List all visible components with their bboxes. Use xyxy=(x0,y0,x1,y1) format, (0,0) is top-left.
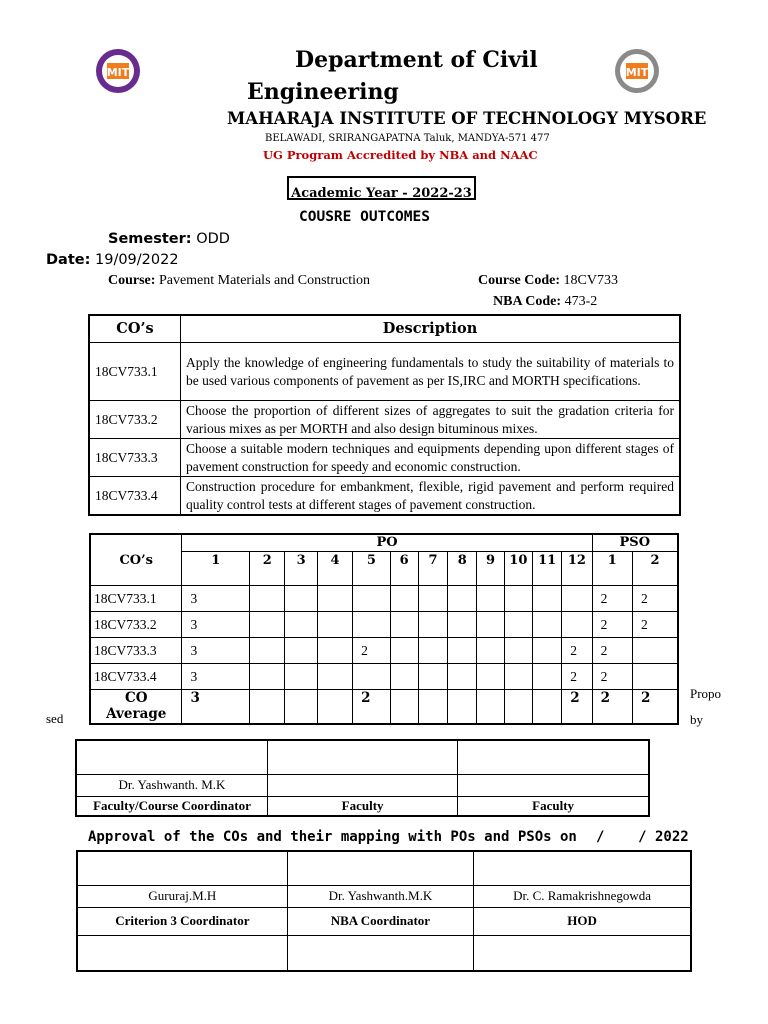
po-group-header: PO xyxy=(182,534,592,552)
co-average-row xyxy=(90,690,678,724)
mapping-value xyxy=(477,586,504,612)
po-number-header: 9 xyxy=(477,552,504,586)
nba-code-label: NBA Code: xyxy=(493,294,562,309)
mapping-value xyxy=(448,690,477,724)
mapping-value: 2 xyxy=(562,638,592,664)
po-number-header: 3 xyxy=(285,552,317,586)
co-description: Choose the proportion of different sizes of aggregates to suit the gradation criteria for various mixes as per MORTH and also design bituminous mixes. xyxy=(181,401,681,439)
course-outcomes-table xyxy=(88,314,681,516)
academic-year: Academic Year - 2022-23 xyxy=(291,186,472,200)
table-row xyxy=(89,439,680,477)
po-number-header: 12 xyxy=(562,552,592,586)
mapping-value xyxy=(353,664,390,690)
co-description: Apply the knowledge of engineering fundamentals to study the suitability of materials to be used various components of pavement as per IS,IRC and MORTH specifications. xyxy=(181,343,681,401)
course-value: Pavement Materials and Construction xyxy=(158,273,371,288)
signature-space-row xyxy=(77,851,691,885)
signatory-role: Faculty/Course Coordinator xyxy=(76,796,267,816)
mapping-value: 3 xyxy=(182,638,250,664)
mapping-value xyxy=(504,690,532,724)
mapping-value xyxy=(250,586,285,612)
co-code: 18CV733.1 xyxy=(89,343,181,401)
mapping-value xyxy=(448,586,477,612)
department-title-line1: Department of Civil xyxy=(295,47,538,73)
mapping-value xyxy=(317,664,352,690)
mapping-value: 2 xyxy=(632,690,678,724)
mapping-value: 2 xyxy=(562,690,592,724)
pso-number-header: 1 xyxy=(592,552,632,586)
institute-name: MAHARAJA INSTITUTE OF TECHNOLOGY MYSORE xyxy=(227,109,707,128)
po-number-header: 8 xyxy=(448,552,477,586)
approval-signature-table xyxy=(76,850,692,972)
table-row xyxy=(90,586,678,612)
institute-logo-left xyxy=(95,48,141,94)
mapping-value xyxy=(285,690,317,724)
accreditation-text: UG Program Accredited by NBA and NAAC xyxy=(263,148,538,162)
academic-year-box xyxy=(287,176,476,200)
po-number-header: 6 xyxy=(390,552,418,586)
signatory-name: Gururaj.M.H xyxy=(77,885,287,907)
nba-code-line xyxy=(493,294,597,310)
date-value: 19/09/2022 xyxy=(95,252,179,268)
signatory-role: NBA Coordinator xyxy=(287,907,473,935)
po-number-header: 4 xyxy=(317,552,352,586)
mapping-value: 2 xyxy=(632,586,678,612)
semester-line xyxy=(108,231,230,247)
signatory-name: Dr. Yashwanth. M.K xyxy=(76,774,267,796)
signatory-name: Dr. C. Ramakrishnegowda xyxy=(474,885,691,907)
mapping-value xyxy=(477,664,504,690)
co-column-header: CO’s xyxy=(90,534,182,586)
pso-number-header: 2 xyxy=(632,552,678,586)
semester-label: Semester: xyxy=(108,231,192,247)
table-row xyxy=(90,664,678,690)
table-row xyxy=(89,401,680,439)
mapping-value xyxy=(418,690,447,724)
mapping-value: 2 xyxy=(592,638,632,664)
signature-cell xyxy=(76,740,267,774)
co-code: 18CV733.4 xyxy=(89,477,181,516)
signature-cell xyxy=(77,935,287,971)
signature-cell xyxy=(267,740,457,774)
co-code: 18CV733.2 xyxy=(89,401,181,439)
mapping-value xyxy=(477,690,504,724)
po-number-header: 1 xyxy=(182,552,250,586)
signatory-name: Dr. Yashwanth.M.K xyxy=(287,885,473,907)
mapping-value xyxy=(285,664,317,690)
mapping-value: 2 xyxy=(592,664,632,690)
table-row xyxy=(90,638,678,664)
course-line xyxy=(108,273,370,289)
mapping-value: 3 xyxy=(182,664,250,690)
mapping-value: 2 xyxy=(632,612,678,638)
mapping-value xyxy=(285,638,317,664)
po-number-header: 11 xyxy=(532,552,561,586)
mapping-value xyxy=(353,612,390,638)
course-label: Course: xyxy=(108,273,156,288)
co-po-mapping-table xyxy=(89,533,679,725)
signature-cell xyxy=(458,740,649,774)
mapping-value xyxy=(632,664,678,690)
mapping-value xyxy=(390,664,418,690)
mapping-value xyxy=(250,638,285,664)
mapping-value xyxy=(448,664,477,690)
signature-space-row xyxy=(76,740,649,774)
mapping-value xyxy=(504,612,532,638)
mapping-value xyxy=(504,586,532,612)
table-row xyxy=(89,477,680,516)
mapping-value xyxy=(532,664,561,690)
mapping-value xyxy=(418,638,447,664)
co-code: 18CV733.2 xyxy=(90,612,182,638)
co-code: 18CV733.3 xyxy=(89,439,181,477)
mapping-value xyxy=(390,638,418,664)
mapping-value xyxy=(448,612,477,638)
mapping-value: 2 xyxy=(562,664,592,690)
mapping-value xyxy=(532,586,561,612)
proposed-signature-table xyxy=(75,739,650,817)
date-label: Date: xyxy=(46,252,91,268)
mapping-value xyxy=(390,586,418,612)
signatory-role: HOD xyxy=(474,907,691,935)
mapping-value: 3 xyxy=(182,586,250,612)
mapping-value: 2 xyxy=(592,690,632,724)
date-line xyxy=(46,252,179,268)
po-number-header: 10 xyxy=(504,552,532,586)
po-number-header: 2 xyxy=(250,552,285,586)
mapping-value: 3 xyxy=(182,690,250,724)
institute-address: BELAWADI, SRIRANGAPATNA Taluk, MANDYA-571 477 xyxy=(265,133,550,144)
pso-group-header: PSO xyxy=(592,534,678,552)
institute-logo-right xyxy=(614,48,660,94)
signatory-name xyxy=(267,774,457,796)
table-header-row xyxy=(89,315,680,343)
approval-date: / / 2022 xyxy=(596,829,689,845)
mapping-value: 2 xyxy=(592,612,632,638)
semester-value: ODD xyxy=(196,231,230,247)
course-code-line xyxy=(478,273,618,289)
mapping-value: 2 xyxy=(353,690,390,724)
co-code: 18CV733.3 xyxy=(90,638,182,664)
signature-cell xyxy=(474,935,691,971)
mapping-value xyxy=(532,612,561,638)
table-row xyxy=(90,612,678,638)
mapping-value xyxy=(418,586,447,612)
mapping-value xyxy=(562,612,592,638)
po-number-header: 7 xyxy=(418,552,447,586)
signatory-role: Faculty xyxy=(267,796,457,816)
mapping-value xyxy=(532,690,561,724)
mapping-value: 2 xyxy=(353,638,390,664)
description-column-header: Description xyxy=(181,315,681,343)
mapping-value xyxy=(250,690,285,724)
mapping-value xyxy=(250,664,285,690)
signatory-role: Faculty xyxy=(458,796,649,816)
mapping-value xyxy=(632,638,678,664)
section-title: COUSRE OUTCOMES xyxy=(299,209,430,225)
mapping-value xyxy=(285,612,317,638)
mapping-value xyxy=(418,664,447,690)
table-row xyxy=(89,343,680,401)
mapping-value xyxy=(504,638,532,664)
mapping-value xyxy=(477,638,504,664)
course-code-value: 18CV733 xyxy=(563,273,618,288)
department-title-line2: Engineering xyxy=(247,79,399,105)
mapping-value xyxy=(390,612,418,638)
co-column-header: CO’s xyxy=(89,315,181,343)
signature-cell xyxy=(287,935,473,971)
mapping-value xyxy=(504,664,532,690)
mapping-value xyxy=(285,586,317,612)
mapping-value xyxy=(317,586,352,612)
mapping-value xyxy=(532,638,561,664)
signature-cell xyxy=(77,851,287,885)
mapping-value xyxy=(317,690,352,724)
mapping-value xyxy=(317,612,352,638)
co-description: Choose a suitable modern techniques and equipments depending upon different stages of pavement construction for speedy and economic construction. xyxy=(181,439,681,477)
po-group-header-row xyxy=(90,534,678,552)
mapping-value xyxy=(448,638,477,664)
mapping-value xyxy=(353,586,390,612)
signature-cell xyxy=(474,851,691,885)
svg-text:MIT: MIT xyxy=(625,66,649,79)
co-code: 18CV733.4 xyxy=(90,664,182,690)
mapping-value: 2 xyxy=(592,586,632,612)
signature-role-row xyxy=(77,907,691,935)
mapping-value xyxy=(418,612,447,638)
signature-cell xyxy=(287,851,473,885)
mapping-value xyxy=(250,612,285,638)
signatory-name xyxy=(458,774,649,796)
mapping-value xyxy=(317,638,352,664)
signature-space-row xyxy=(77,935,691,971)
po-number-header: 5 xyxy=(353,552,390,586)
nba-code-value: 473-2 xyxy=(564,294,598,309)
signature-name-row xyxy=(77,885,691,907)
signature-role-row xyxy=(76,796,649,816)
mapping-value xyxy=(562,586,592,612)
proposed-label-right-2: by xyxy=(690,712,703,727)
mapping-value xyxy=(390,690,418,724)
signatory-role: Criterion 3 Coordinator xyxy=(77,907,287,935)
signature-name-row xyxy=(76,774,649,796)
mapping-value: 3 xyxy=(182,612,250,638)
approval-text: Approval of the COs and their mapping with POs and PSOs on xyxy=(88,829,577,845)
co-code: 18CV733.1 xyxy=(90,586,182,612)
proposed-label-right-1: Propo xyxy=(690,686,722,701)
svg-text:MIT: MIT xyxy=(106,66,130,79)
proposed-label-left: sed xyxy=(46,711,64,726)
mapping-value xyxy=(477,612,504,638)
co-average-label: CO Average xyxy=(90,690,182,724)
course-code-label: Course Code: xyxy=(478,273,561,288)
co-description: Construction procedure for embankment, flexible, rigid pavement and perform required quality control tests at different stages of pavement construction. xyxy=(181,477,681,516)
